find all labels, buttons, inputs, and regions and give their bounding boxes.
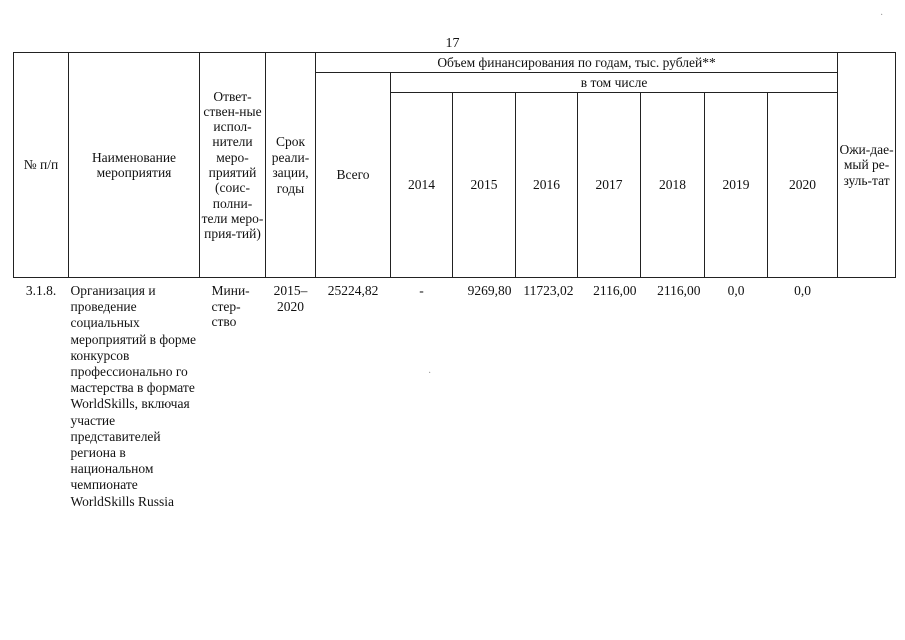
- header-year-2016: 2016: [516, 93, 578, 278]
- scan-speck: ·: [428, 368, 432, 379]
- row-result: [838, 278, 896, 510]
- header-year-2017: 2017: [578, 93, 641, 278]
- funding-table: [13, 52, 896, 510]
- row-value-2019: 0,0: [727, 283, 745, 298]
- row-name: Организация и проведение социальных мероприятий в форме конкурсов профессионально го мастерства в формате WorldSkills, включая участие представителей региона в национальном чемпионате WorldSkills Russia: [70, 283, 196, 509]
- table-row: [14, 278, 896, 510]
- row-total: 25224,82: [327, 283, 379, 298]
- header-including: в том числе: [391, 73, 838, 93]
- header-year-2020: 2020: [768, 93, 838, 278]
- row-value-2017: 2116,00: [593, 283, 637, 298]
- header-year-2014: 2014: [391, 93, 453, 278]
- header-funding-group: Объем финансирования по годам, тыс. рублей**: [316, 53, 838, 73]
- page-number: 17: [445, 36, 460, 51]
- header-responsible: Ответ-ствен-ные испол-нители меро-приятий (соис-полни-тели меро-прия-тий): [200, 53, 266, 278]
- header-name: Наименование мероприятия: [69, 53, 200, 278]
- row-responsible: Мини-стер-ство: [211, 283, 250, 329]
- row-value-2018: 2116,00: [657, 283, 701, 298]
- header-year-2018: 2018: [641, 93, 705, 278]
- header-number: № п/п: [14, 53, 69, 278]
- row-value-2015: 9269,80: [467, 283, 512, 298]
- header-total: Всего: [316, 73, 391, 278]
- scan-speck: ·: [880, 10, 884, 21]
- row-value-2014: -: [419, 283, 424, 298]
- row-number: 3.1.8.: [25, 283, 57, 298]
- row-value-2020: 0,0: [794, 283, 811, 298]
- header-result: Ожи-дае-мый ре-зуль-тат: [838, 53, 896, 278]
- header-period: Срок реали-зации, годы: [266, 53, 316, 278]
- header-year-2019: 2019: [705, 93, 768, 278]
- row-period: 2015–2020: [273, 283, 308, 314]
- row-value-2016: 11723,02: [523, 283, 574, 298]
- header-year-2015: 2015: [453, 93, 516, 278]
